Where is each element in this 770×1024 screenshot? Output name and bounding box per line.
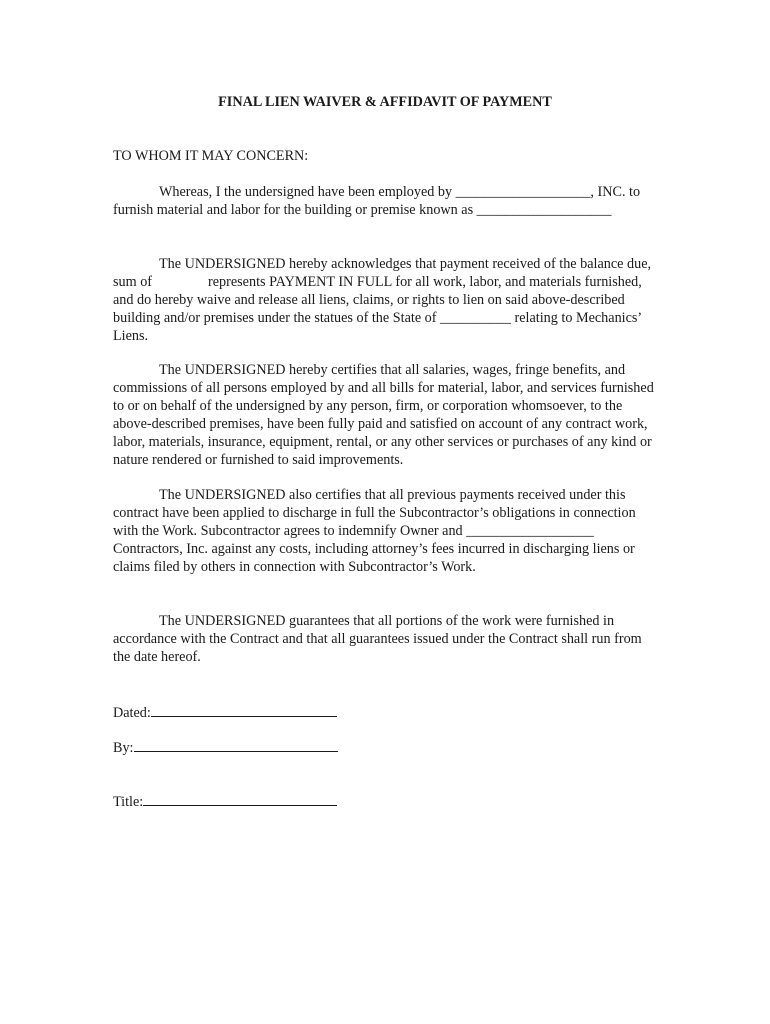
paragraph-guarantee: The UNDERSIGNED guarantees that all portions of the work were furnished in accordance with the Contract and that all guarantees issued under the Contract shall run from the date hereof. bbox=[113, 613, 642, 665]
paragraph-employment: Whereas, I the undersigned have been employed by ___________________, INC. to furnish material and labor for the building or premise known as ___________________ bbox=[113, 184, 641, 218]
paragraph-certification: The UNDERSIGNED hereby certifies that all salaries, wages, fringe benefits, and commissions of all persons employed by and all bills for material, labor, and services furnished to or on behalf of the undersigned by any person, firm, or corporation whomsoever, to the above-described premises, have been fully paid and satisfied on account of any contract work, labor, materials, insurance, equipment, rental, or any other services or purchases of any kind or nature rendered or furnished to said improvements. bbox=[113, 362, 654, 468]
title-label: Title: bbox=[113, 794, 144, 810]
paragraph-payment-acknowledgment bbox=[113, 256, 658, 346]
dated-signature-row bbox=[113, 702, 337, 723]
by-label: By: bbox=[113, 740, 134, 756]
salutation: TO WHOM IT MAY CONCERN: bbox=[113, 148, 309, 164]
payment-text-part-1: The UNDERSIGNED hereby acknowledges that payment received of the balance due, sum of bbox=[113, 256, 652, 290]
by-field[interactable] bbox=[134, 737, 338, 752]
title-field[interactable] bbox=[143, 791, 337, 806]
paragraph-indemnification: The UNDERSIGNED also certifies that all previous payments received under this contract have been applied to discharge in full the Subcontractor’s obligations in connection with the Work. Subcontractor agrees to indemnify Owner and __________________ Contractors, Inc. against any costs, including attorney’s fees incurred in discharging liens or claims filed by others in connection with Subcontractor’s Work. bbox=[113, 487, 636, 575]
document-title: FINAL LIEN WAIVER & AFFIDAVIT OF PAYMENT bbox=[218, 94, 552, 110]
dated-field[interactable] bbox=[151, 702, 337, 717]
dated-label: Dated: bbox=[113, 705, 151, 721]
payment-text-part-2: represents PAYMENT IN FULL for all work, labor, and materials furnished, and do hereby waive and release all liens, claims, or rights to lien on said above-described building and/or premises under the statues of the State of __________ relating to Mechanics’ Liens. bbox=[113, 273, 642, 344]
title-signature-row bbox=[113, 791, 337, 812]
by-signature-row bbox=[113, 737, 338, 758]
